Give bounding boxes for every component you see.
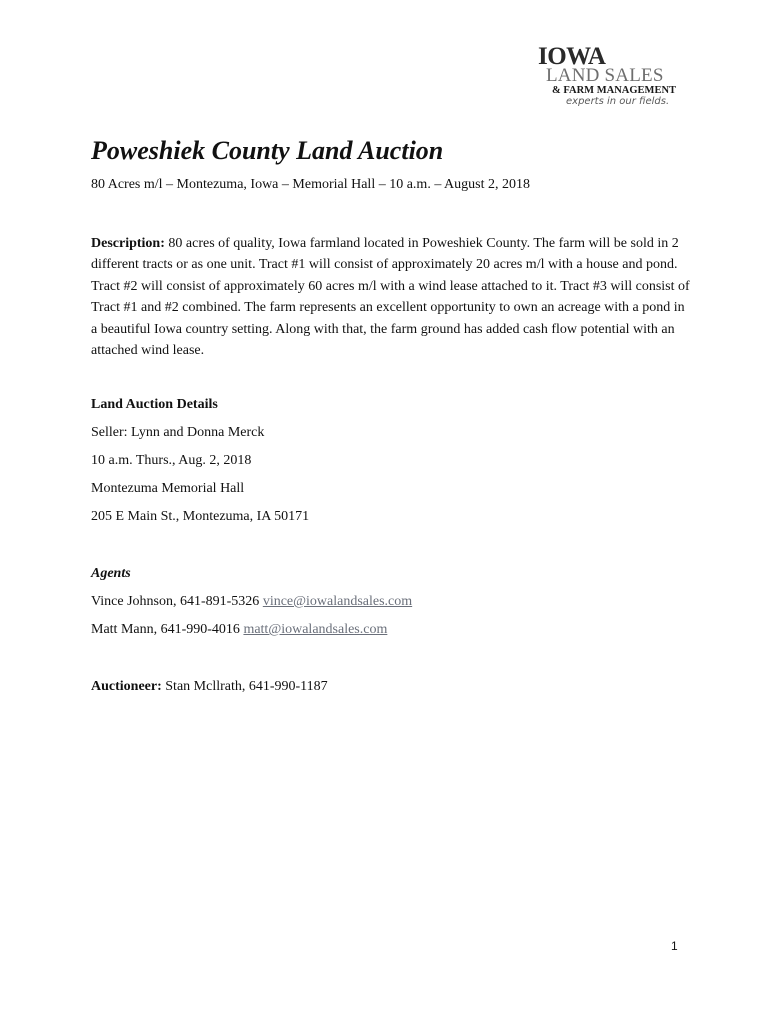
agent-line (91, 622, 387, 638)
auctioneer-line (91, 679, 328, 695)
logo-iowa-text: IOWA (538, 43, 606, 70)
agent-line (91, 594, 412, 610)
agent-email-link[interactable]: vince@iowalandsales.com (262, 594, 413, 609)
details-time: 10 a.m. Thurs., Aug. 2, 2018 (91, 453, 252, 468)
logo-farm-management-text: & FARM MANAGEMENT (552, 85, 677, 96)
auctioneer-text: Stan Mcllrath, 641-990-1187 (161, 679, 328, 694)
document-subtitle: 80 Acres m/l – Montezuma, Iowa – Memorial Hall – 10 a.m. – August 2, 2018 (91, 177, 530, 192)
details-seller: Seller: Lynn and Donna Merck (91, 425, 265, 440)
page-number: 1 (671, 939, 678, 953)
agent-email-link[interactable]: matt@iowalandsales.com (243, 622, 388, 637)
logo-land-sales-text: LAND SALES (546, 65, 664, 86)
details-heading: Land Auction Details (91, 397, 218, 412)
logo-tagline: experts in our fields. (566, 96, 670, 107)
details-venue: Montezuma Memorial Hall (91, 481, 245, 496)
agent-name-phone: Vince Johnson, 641-891-5326 (91, 594, 263, 609)
details-address: 205 E Main St., Montezuma, IA 50171 (91, 509, 310, 524)
auctioneer-label: Auctioneer: (91, 679, 162, 694)
agent-name-phone: Matt Mann, 641-990-4016 (91, 622, 244, 637)
company-logo (538, 43, 688, 107)
description-paragraph (91, 233, 691, 361)
description-text: 80 acres of quality, Iowa farmland located in Poweshiek County. The farm will be sold in 2 different tracts or as one unit. Tract #1 will consist of approximately 20 acres m/l with a house and pond. Tract #2 will consist of approximately 60 acres m/l with a wind lease attached to it. Tract #3 will consist of Tract #1 and #2 combined. The farm represents an excellent opportunity to own an acreage with a pond in a beautiful Iowa country setting. Along with that, the farm ground has added cash flow potential with an attached wind lease. (91, 236, 690, 359)
document-title: Poweshiek County Land Auction (91, 136, 444, 165)
description-label: Description: (91, 236, 165, 251)
agents-heading: Agents (91, 566, 131, 581)
